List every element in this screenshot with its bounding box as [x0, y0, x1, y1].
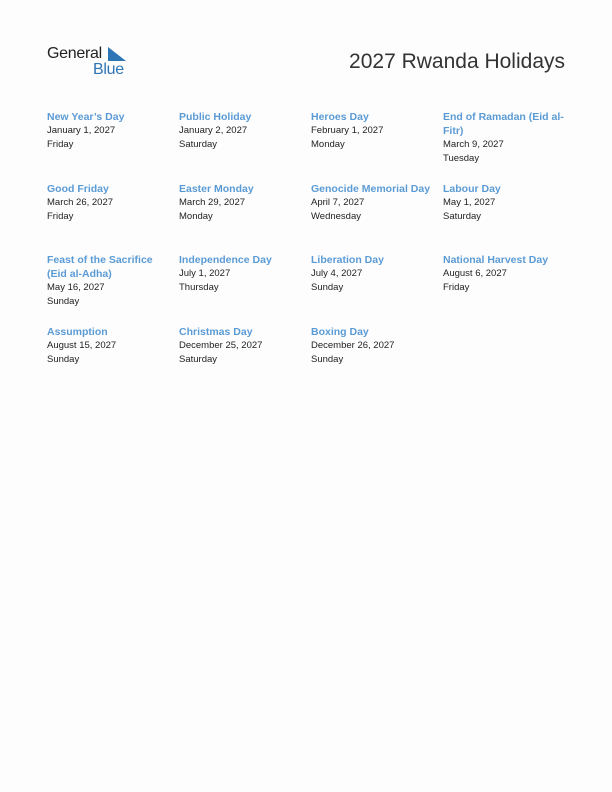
holiday-weekday: Thursday	[179, 282, 219, 293]
holiday-date: May 16, 2027	[47, 282, 105, 293]
holiday-item	[179, 110, 307, 152]
holiday-item	[179, 253, 307, 295]
holiday-date: February 1, 2027	[311, 125, 384, 136]
holiday-date: March 29, 2027	[179, 197, 246, 208]
holiday-date: April 7, 2027	[311, 197, 365, 208]
logo-flag-icon	[108, 47, 126, 61]
holiday-weekday: Friday	[47, 211, 74, 222]
holiday-name: Easter Monday	[179, 183, 254, 195]
holiday-name: Boxing Day	[311, 326, 369, 338]
holiday-weekday: Friday	[47, 139, 74, 150]
page-title: 2027 Rwanda Holidays	[349, 50, 565, 73]
holiday-weekday: Sunday	[311, 282, 344, 293]
holiday-name: Good Friday	[47, 183, 109, 195]
holiday-date: August 6, 2027	[443, 268, 507, 279]
logo-word-general: General	[47, 45, 102, 62]
holiday-weekday: Saturday	[179, 139, 218, 150]
holiday-name: New Year’s Day	[47, 111, 125, 123]
holiday-item	[311, 325, 439, 367]
holiday-date: December 25, 2027	[179, 340, 263, 351]
holiday-weekday: Sunday	[47, 354, 80, 365]
holiday-date: January 1, 2027	[47, 125, 116, 136]
holiday-name: Liberation Day	[311, 254, 384, 266]
holiday-name: Feast of the Sacrifice (Eid al-Adha)	[47, 254, 153, 280]
holiday-date: July 1, 2027	[179, 268, 231, 279]
holiday-weekday: Wednesday	[311, 211, 361, 222]
holiday-weekday: Monday	[179, 211, 213, 222]
holiday-item	[443, 253, 571, 295]
holiday-date: May 1, 2027	[443, 197, 496, 208]
holiday-date: December 26, 2027	[311, 340, 395, 351]
holiday-name: Christmas Day	[179, 326, 253, 338]
generalblue-logo	[47, 44, 137, 80]
logo-word-blue: Blue	[93, 61, 124, 78]
holiday-weekday: Sunday	[47, 296, 80, 307]
holiday-date: August 15, 2027	[47, 340, 117, 351]
holiday-date: March 26, 2027	[47, 197, 114, 208]
holiday-row	[47, 182, 577, 253]
holiday-item	[443, 182, 571, 224]
holiday-item	[47, 110, 175, 152]
holiday-weekday: Sunday	[311, 354, 344, 365]
holiday-item	[179, 325, 307, 367]
holiday-date: March 9, 2027	[443, 139, 504, 150]
holiday-item	[47, 182, 175, 224]
holiday-weekday: Friday	[443, 282, 470, 293]
holiday-item	[179, 182, 307, 224]
holiday-item	[311, 182, 439, 224]
holiday-item	[311, 110, 439, 152]
holiday-name: National Harvest Day	[443, 254, 549, 266]
holiday-weekday: Monday	[311, 139, 345, 150]
holiday-name: Labour Day	[443, 183, 501, 195]
holiday-item	[47, 253, 175, 309]
holiday-name: Genocide Memorial Day	[311, 183, 431, 195]
holiday-weekday: Saturday	[443, 211, 482, 222]
holiday-name: Heroes Day	[311, 111, 369, 123]
holiday-row	[47, 253, 577, 325]
holiday-name: End of Ramadan (Eid al-Fitr)	[443, 111, 564, 137]
holiday-item	[443, 110, 571, 166]
holiday-name: Independence Day	[179, 254, 272, 266]
holiday-row	[47, 110, 577, 182]
holiday-row	[47, 325, 577, 385]
holiday-grid	[47, 110, 577, 385]
holiday-item	[311, 253, 439, 295]
holiday-item	[47, 325, 175, 367]
holiday-name: Assumption	[47, 326, 108, 338]
holiday-date: July 4, 2027	[311, 268, 363, 279]
holiday-date: January 2, 2027	[179, 125, 248, 136]
holiday-weekday: Saturday	[179, 354, 218, 365]
holiday-weekday: Tuesday	[443, 153, 480, 164]
holiday-name: Public Holiday	[179, 111, 252, 123]
